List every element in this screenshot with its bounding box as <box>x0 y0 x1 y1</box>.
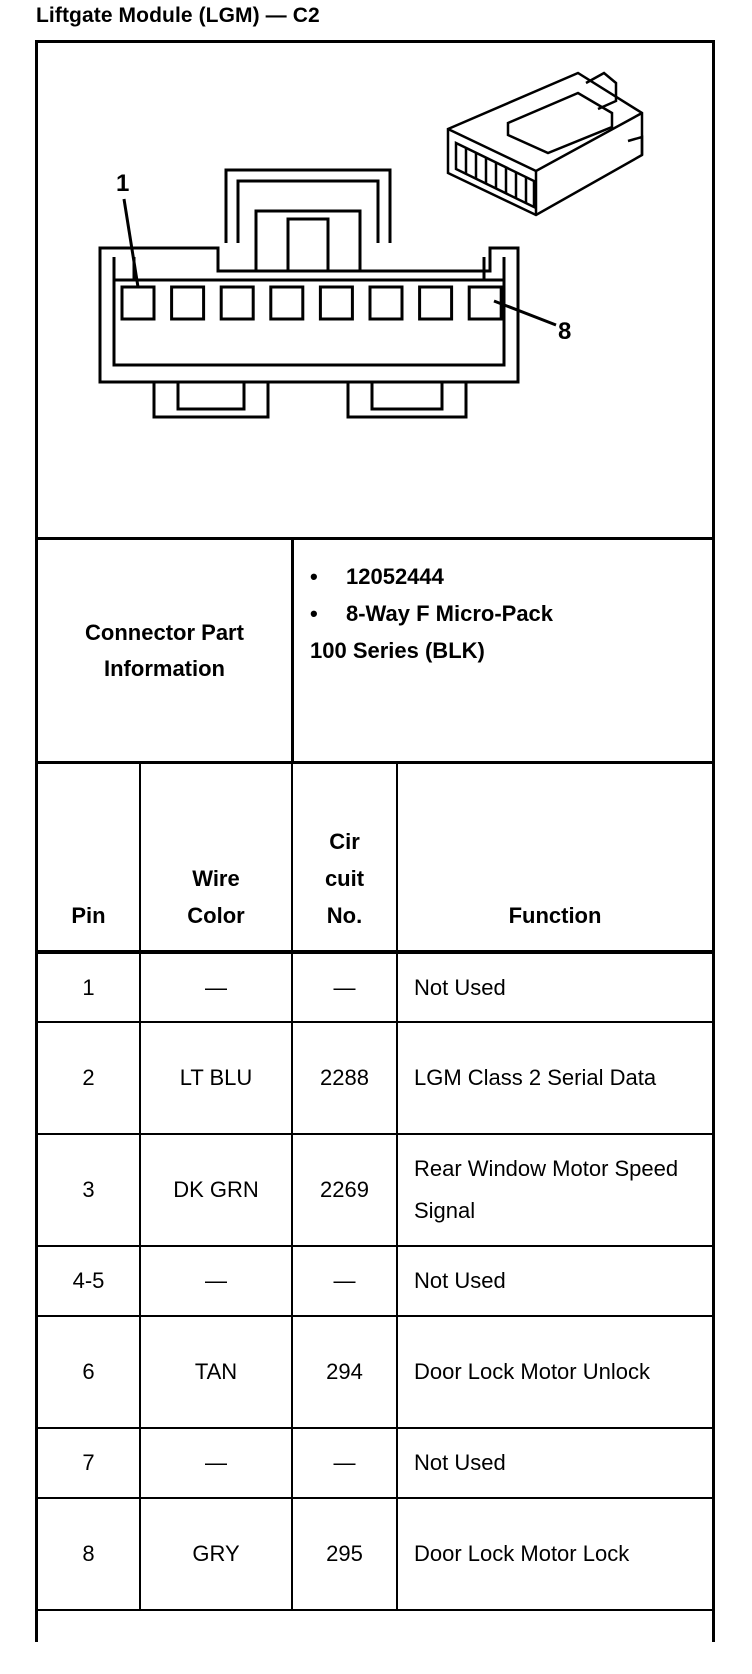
header-function <box>397 764 712 952</box>
connector-info-label-cell <box>38 540 294 761</box>
function-cell: Door Lock Motor Lock <box>397 1498 712 1610</box>
part-number-item <box>310 558 712 595</box>
pin-cavity <box>370 287 402 319</box>
circuit-cell: 2269 <box>292 1134 397 1246</box>
circuit-cell: 295 <box>292 1498 397 1610</box>
header-function-label: Function <box>508 903 602 928</box>
function-cell: Rear Window Motor Speed Signal <box>397 1134 712 1246</box>
function-cell: Not Used <box>397 1428 712 1498</box>
bullet-glyph: • <box>310 564 318 589</box>
wire-color-cell: GRY <box>140 1498 292 1610</box>
header-wire-color-label: Wire Color <box>187 866 245 928</box>
pin-cell: 4-5 <box>38 1246 140 1316</box>
pin-cell: 3 <box>38 1134 140 1246</box>
connector-type: 8-Way F Micro-Pack <box>346 601 554 626</box>
connector-part-info <box>38 540 712 764</box>
wire-color-cell: TAN <box>140 1316 292 1428</box>
connector-face-drawing <box>38 43 712 537</box>
connector-3d-view <box>448 73 642 215</box>
header-circuit-label: Cir cuit No. <box>324 829 365 928</box>
pin-cavity <box>320 287 352 319</box>
page-title: Liftgate Module (LGM) — C2 <box>36 4 320 27</box>
function-cell: Not Used <box>397 1246 712 1316</box>
wire-color-cell: DK GRN <box>140 1134 292 1246</box>
header-pin <box>38 764 140 952</box>
pin-cavity <box>271 287 303 319</box>
header-wire-color <box>140 764 292 952</box>
bullet-glyph: • <box>310 601 318 626</box>
function-cell: Door Lock Motor Unlock <box>397 1316 712 1428</box>
pinout-header-row <box>38 764 712 952</box>
pin-label-first: 1 <box>116 170 130 197</box>
pinout-table <box>38 764 712 1611</box>
pin-cell: 2 <box>38 1022 140 1134</box>
pin-cavity <box>420 287 452 319</box>
function-cell: LGM Class 2 Serial Data <box>397 1022 712 1134</box>
pin-cell: 1 <box>38 952 140 1022</box>
circuit-cell: — <box>292 1428 397 1498</box>
pinout-row <box>38 1134 712 1246</box>
header-pin-label: Pin <box>71 903 106 928</box>
connector-diagram <box>38 43 712 540</box>
pinout-row <box>38 1246 712 1316</box>
pin-cavity <box>221 287 253 319</box>
header-circuit <box>292 764 397 952</box>
pinout-row <box>38 1022 712 1134</box>
wire-color-cell: — <box>140 1246 292 1316</box>
pin-cell: 6 <box>38 1316 140 1428</box>
connector-type-item <box>310 595 712 632</box>
wire-color-cell: LT BLU <box>140 1022 292 1134</box>
pin-cavities <box>122 287 501 319</box>
pinout-row <box>38 1316 712 1428</box>
pinout-row <box>38 1498 712 1610</box>
pinout-row <box>38 952 712 1022</box>
connector-sheet <box>35 40 715 1642</box>
pin-cavity <box>172 287 204 319</box>
circuit-cell: — <box>292 1246 397 1316</box>
connector-info-values <box>294 540 712 761</box>
part-number: 12052444 <box>346 564 444 589</box>
pin-cell: 8 <box>38 1498 140 1610</box>
wire-color-cell: — <box>140 952 292 1022</box>
pin-label-last: 8 <box>558 318 572 345</box>
pinout-rows <box>38 952 712 1610</box>
circuit-cell: — <box>292 952 397 1022</box>
connector-series: 100 Series (BLK) <box>310 638 485 663</box>
circuit-cell: 2288 <box>292 1022 397 1134</box>
circuit-cell: 294 <box>292 1316 397 1428</box>
function-cell: Not Used <box>397 952 712 1022</box>
pinout-row <box>38 1428 712 1498</box>
wire-color-cell: — <box>140 1428 292 1498</box>
pin-cell: 7 <box>38 1428 140 1498</box>
pin-cavity <box>122 287 154 319</box>
connector-info-label: Connector Part Information <box>85 619 244 681</box>
